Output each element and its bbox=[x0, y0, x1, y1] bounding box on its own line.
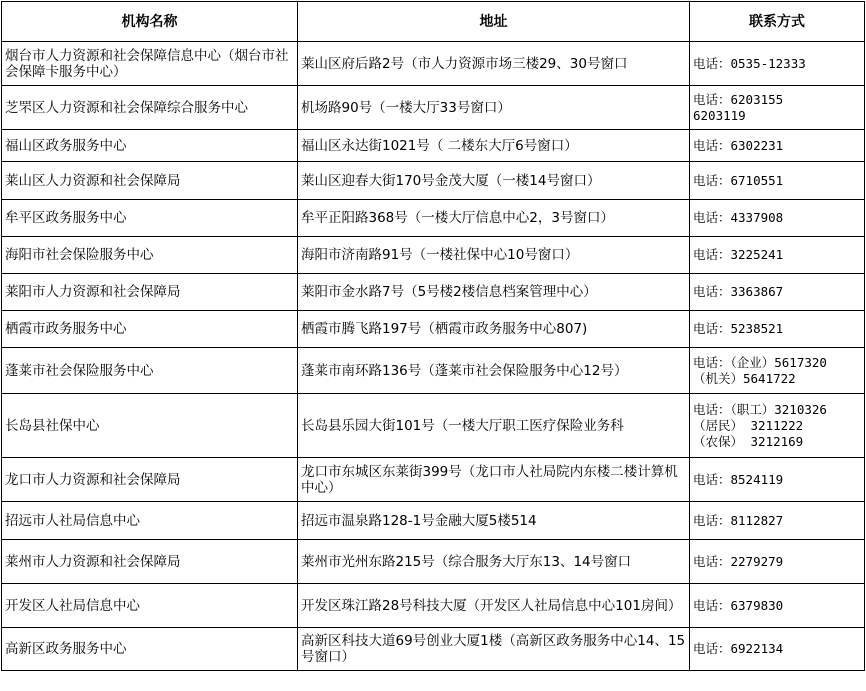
phone-line: 电话：4337908 bbox=[693, 210, 784, 225]
org-name-cell: 蓬莱市社会保险服务中心 bbox=[2, 348, 298, 394]
org-name-cell: 招远市人社局信息中心 bbox=[2, 502, 298, 540]
contact-cell bbox=[690, 311, 865, 348]
header-org-name: 机构名称 bbox=[2, 2, 298, 42]
phone-line: 电话：2279279 bbox=[693, 553, 784, 569]
contact-cell bbox=[690, 540, 865, 584]
contact-cell bbox=[690, 237, 865, 274]
phone-line: （农保） 3212169 bbox=[693, 433, 804, 449]
org-name-cell: 开发区人社局信息中心 bbox=[2, 584, 298, 628]
table-row bbox=[2, 394, 865, 458]
org-name-cell: 莱州市人力资源和社会保障局 bbox=[2, 540, 298, 584]
address-cell: 机场路90号（一楼大厅33号窗口） bbox=[298, 86, 690, 130]
service-center-table bbox=[1, 1, 865, 671]
address-cell: 莱阳市金水路7号（5号楼2楼信息档案管理中心） bbox=[298, 274, 690, 311]
phone-line: （机关）5641722 bbox=[693, 370, 796, 386]
contact-cell bbox=[690, 394, 865, 458]
org-name-cell: 烟台市人力资源和社会保障信息中心（烟台市社会保障卡服务中心） bbox=[2, 42, 298, 86]
table-row bbox=[2, 540, 865, 584]
org-name-cell: 莱阳市人力资源和社会保障局 bbox=[2, 274, 298, 311]
phone-line: 电话：（企业）5617320 bbox=[693, 354, 827, 370]
phone-line: 电话：8112827 bbox=[693, 512, 784, 528]
table-row bbox=[2, 311, 865, 348]
header-address: 地址 bbox=[298, 2, 690, 42]
contact-cell bbox=[690, 130, 865, 162]
phone-line: 电话：6302231 bbox=[693, 137, 784, 153]
contact-cell bbox=[690, 86, 865, 130]
address-cell: 莱山区迎春大街170号金茂大厦（一楼14号窗口） bbox=[298, 162, 690, 200]
contact-cell bbox=[690, 274, 865, 311]
contact-cell bbox=[690, 200, 865, 237]
org-name-cell: 芝罘区人力资源和社会保障综合服务中心 bbox=[2, 86, 298, 130]
table-row bbox=[2, 86, 865, 130]
address-cell: 莱山区府后路2号（市人力资源市场三楼29、30号窗口 bbox=[298, 42, 690, 86]
table-row bbox=[2, 348, 865, 394]
phone-line: 电话：3225241 bbox=[693, 247, 784, 262]
table-row bbox=[2, 200, 865, 237]
table-row bbox=[2, 162, 865, 200]
org-name-cell: 龙口市人力资源和社会保障局 bbox=[2, 458, 298, 502]
org-name-cell: 长岛县社保中心 bbox=[2, 394, 298, 458]
table-row bbox=[2, 274, 865, 311]
table-row bbox=[2, 130, 865, 162]
org-name-cell: 栖霞市政务服务中心 bbox=[2, 311, 298, 348]
phone-line: 电话：6710551 bbox=[693, 172, 784, 188]
org-name-cell: 高新区政务服务中心 bbox=[2, 628, 298, 671]
address-cell: 高新区科技大道69号创业大厦1楼（高新区政务服务中心14、15号窗口） bbox=[298, 628, 690, 671]
org-name-cell: 福山区政务服务中心 bbox=[2, 130, 298, 162]
table-row bbox=[2, 584, 865, 628]
address-cell: 蓬莱市南环路136号（蓬莱市社会保险服务中心12号） bbox=[298, 348, 690, 394]
contact-cell bbox=[690, 584, 865, 628]
phone-line: 电话：（职工）3210326 bbox=[693, 401, 827, 417]
table-row bbox=[2, 458, 865, 502]
address-cell: 海阳市济南路91号（一楼社保中心10号窗口） bbox=[298, 237, 690, 274]
phone-line: 电话：5238521 bbox=[693, 321, 784, 336]
table-row bbox=[2, 628, 865, 671]
table-row bbox=[2, 502, 865, 540]
phone-line: 电话：8524119 bbox=[693, 471, 784, 487]
address-cell: 招远市温泉路128-1号金融大厦5楼514 bbox=[298, 502, 690, 540]
address-cell: 龙口市东城区东莱街399号（龙口市人社局院内东楼二楼计算机中心） bbox=[298, 458, 690, 502]
phone-line: 6203119 bbox=[693, 107, 746, 123]
contact-cell bbox=[690, 502, 865, 540]
phone-line: 电话：3363867 bbox=[693, 284, 784, 299]
address-cell: 长岛县乐园大街101号（一楼大厅职工医疗保险业务科 bbox=[298, 394, 690, 458]
org-name-cell: 牟平区政务服务中心 bbox=[2, 200, 298, 237]
contact-cell bbox=[690, 458, 865, 502]
table-row bbox=[2, 42, 865, 86]
header-contact: 联系方式 bbox=[690, 2, 865, 42]
contact-cell bbox=[690, 348, 865, 394]
address-cell: 莱州市光州东路215号（综合服务大厅东13、14号窗口 bbox=[298, 540, 690, 584]
address-cell: 开发区珠江路28号科技大厦（开发区人社局信息中心101房间） bbox=[298, 584, 690, 628]
org-name-cell: 莱山区人力资源和社会保障局 bbox=[2, 162, 298, 200]
phone-line: 电话：6203155 bbox=[693, 91, 784, 107]
org-name-cell: 海阳市社会保险服务中心 bbox=[2, 237, 298, 274]
table-row bbox=[2, 237, 865, 274]
address-cell: 牟平正阳路368号（一楼大厅信息中心2，3号窗口） bbox=[298, 200, 690, 237]
contact-cell bbox=[690, 162, 865, 200]
phone-line: 电话：0535-12333 bbox=[693, 55, 806, 71]
phone-line: 电话：6922134 bbox=[693, 641, 784, 656]
phone-line: 电话：6379830 bbox=[693, 597, 784, 613]
table-header-row bbox=[2, 2, 865, 42]
contact-cell bbox=[690, 42, 865, 86]
contact-cell bbox=[690, 628, 865, 671]
address-cell: 福山区永达街1021号（ 二楼东大厅6号窗口） bbox=[298, 130, 690, 162]
phone-line: （居民） 3211222 bbox=[693, 417, 804, 433]
address-cell: 栖霞市腾飞路197号（栖霞市政务服务中心807) bbox=[298, 311, 690, 348]
